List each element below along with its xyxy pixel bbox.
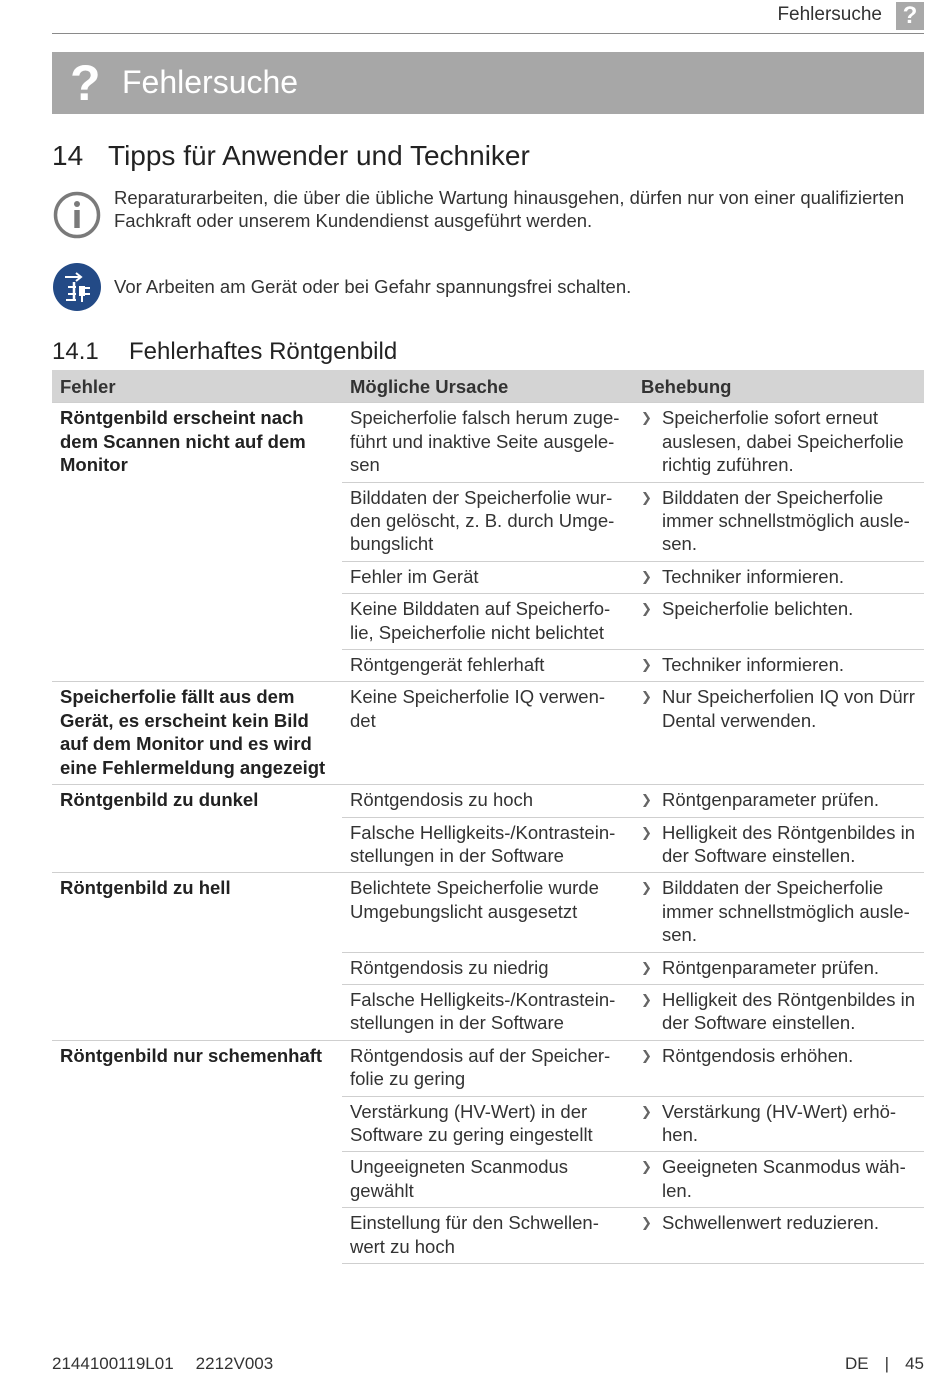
power-note-text: Vor Arbeiten am Gerät oder bei Gefahr spannungsfrei schalten. [114, 276, 632, 297]
table-row [52, 403, 924, 482]
cause-cell: Röntgendosis zu niedrig [342, 952, 633, 984]
remedy-text: ❯ Röntgenparameter prüfen. [641, 956, 916, 979]
remedy-cell [633, 873, 924, 952]
remedy-text: ❯ Helligkeit des Röntgenbildes in der Software einstellen. [641, 821, 916, 868]
info-icon [52, 190, 102, 240]
banner-title: Fehlersuche [122, 64, 299, 100]
cause-cell: Falsche Helligkeits-/Kontrastein-stellungen in der Software [342, 817, 633, 873]
power-note [52, 262, 924, 312]
remedy-text: ❯ Röntgendosis erhöhen. [641, 1044, 916, 1067]
remedy-cell [633, 403, 924, 482]
cause-cell: Speicherfolie falsch herum zuge-führt und inaktive Seite ausgele-sen [342, 403, 633, 482]
table-header-row [52, 370, 924, 403]
remedy-cell [633, 785, 924, 817]
running-header [52, 0, 924, 34]
remedy-text: ❯ Helligkeit des Röntgenbildes in der Software einstellen. [641, 988, 916, 1035]
cause-cell: Ungeeigneten Scanmodus gewählt [342, 1152, 633, 1208]
remedy-cell [633, 1040, 924, 1096]
remedy-text: ❯ Verstärkung (HV-Wert) erhö-hen. [641, 1100, 916, 1147]
remedy-text: ❯ Techniker informieren. [641, 653, 916, 676]
remedy-cell [633, 984, 924, 1040]
footer-separator: | [884, 1354, 890, 1373]
info-note-text: Reparaturarbeiten, die über die übliche Wartung hinausgehen, dürfen nur von einer qualifizierten Fachkraft oder unserem Kundendienst ausgeführt werden. [114, 187, 905, 231]
remedy-cell [633, 561, 924, 593]
remedy-cell [633, 1152, 924, 1208]
cause-cell: Verstärkung (HV-Wert) in der Software zu gering eingestellt [342, 1096, 633, 1152]
section-heading [52, 338, 397, 366]
doc-version: 2212V003 [195, 1354, 274, 1373]
section-number: 14.1 [52, 338, 99, 365]
troubleshooting-table [52, 370, 924, 1264]
question-mark-icon: ? [896, 2, 924, 30]
fault-cell: Röntgenbild zu hell [52, 873, 342, 1040]
table-row [52, 873, 924, 952]
remedy-cell [633, 650, 924, 682]
remedy-text: ❯ Bilddaten der Speicherfolie immer schnellstmöglich ausle-sen. [641, 486, 916, 556]
footer-page-info [845, 1354, 924, 1374]
remedy-cell [633, 1208, 924, 1264]
fault-cell: Röntgenbild erscheint nach dem Scannen nicht auf dem Monitor [52, 403, 342, 682]
cause-cell: Belichtete Speicherfolie wurde Umgebungslicht ausgesetzt [342, 873, 633, 952]
table-row [52, 682, 924, 785]
remedy-text: ❯ Speicherfolie sofort erneut auslesen, dabei Speicherfolie richtig zuführen. [641, 406, 916, 476]
remedy-cell [633, 594, 924, 650]
language-code: DE [845, 1354, 869, 1373]
remedy-cell [633, 952, 924, 984]
chapter-heading [52, 140, 530, 172]
cause-cell: Fehler im Gerät [342, 561, 633, 593]
cause-cell: Falsche Helligkeits-/Kontrastein-stellungen in der Software [342, 984, 633, 1040]
remedy-text: ❯ Geeigneten Scanmodus wäh-len. [641, 1155, 916, 1202]
header-remedy: Behebung [633, 370, 924, 403]
cause-cell: Röntgendosis auf der Speicher-folie zu gering [342, 1040, 633, 1096]
disconnect-power-icon [52, 262, 102, 312]
header-fault: Fehler [52, 370, 342, 403]
cause-cell: Keine Speicherfolie IQ verwen-det [342, 682, 633, 785]
remedy-cell [633, 1096, 924, 1152]
fault-cell: Röntgenbild nur schemenhaft [52, 1040, 342, 1263]
remedy-cell [633, 482, 924, 561]
table-row [52, 1040, 924, 1096]
running-header-title: Fehlersuche [777, 4, 882, 25]
remedy-text: ❯ Speicherfolie belichten. [641, 597, 916, 620]
remedy-text: ❯ Schwellenwert reduzieren. [641, 1211, 916, 1234]
header-cause: Mögliche Ursache [342, 370, 633, 403]
remedy-text: ❯ Techniker informieren. [641, 565, 916, 588]
remedy-text: ❯ Bilddaten der Speicherfolie immer schnellstmöglich ausle-sen. [641, 876, 916, 946]
cause-cell: Einstellung für den Schwellen-wert zu hoch [342, 1208, 633, 1264]
info-note [52, 186, 924, 242]
cause-cell: Röntgendosis zu hoch [342, 785, 633, 817]
remedy-cell [633, 682, 924, 785]
cause-cell: Keine Bilddaten auf Speicherfo-lie, Speicherfolie nicht belichtet [342, 594, 633, 650]
banner-question-icon: ? [70, 55, 101, 111]
chapter-title: Tipps für Anwender und Techniker [108, 140, 530, 171]
cause-cell: Röntgengerät fehlerhaft [342, 650, 633, 682]
remedy-cell [633, 817, 924, 873]
doc-number: 2144100119L01 [52, 1354, 174, 1373]
remedy-text: ❯ Röntgenparameter prüfen. [641, 788, 916, 811]
page-number: 45 [905, 1354, 924, 1373]
table-row [52, 785, 924, 817]
fault-cell: Speicherfolie fällt aus dem Gerät, es erscheint kein Bild auf dem Monitor und es wird eine Fehlermeldung angezeigt [52, 682, 342, 785]
chapter-banner [52, 52, 924, 114]
footer-doc-info [52, 1354, 273, 1374]
cause-cell: Bilddaten der Speicherfolie wur-den gelöscht, z. B. durch Umge-bungslicht [342, 482, 633, 561]
remedy-text: ❯ Nur Speicherfolien IQ von Dürr Dental verwenden. [641, 685, 916, 732]
chapter-number: 14 [52, 140, 84, 171]
section-title: Fehlerhaftes Röntgenbild [129, 338, 398, 365]
fault-cell: Röntgenbild zu dunkel [52, 785, 342, 873]
